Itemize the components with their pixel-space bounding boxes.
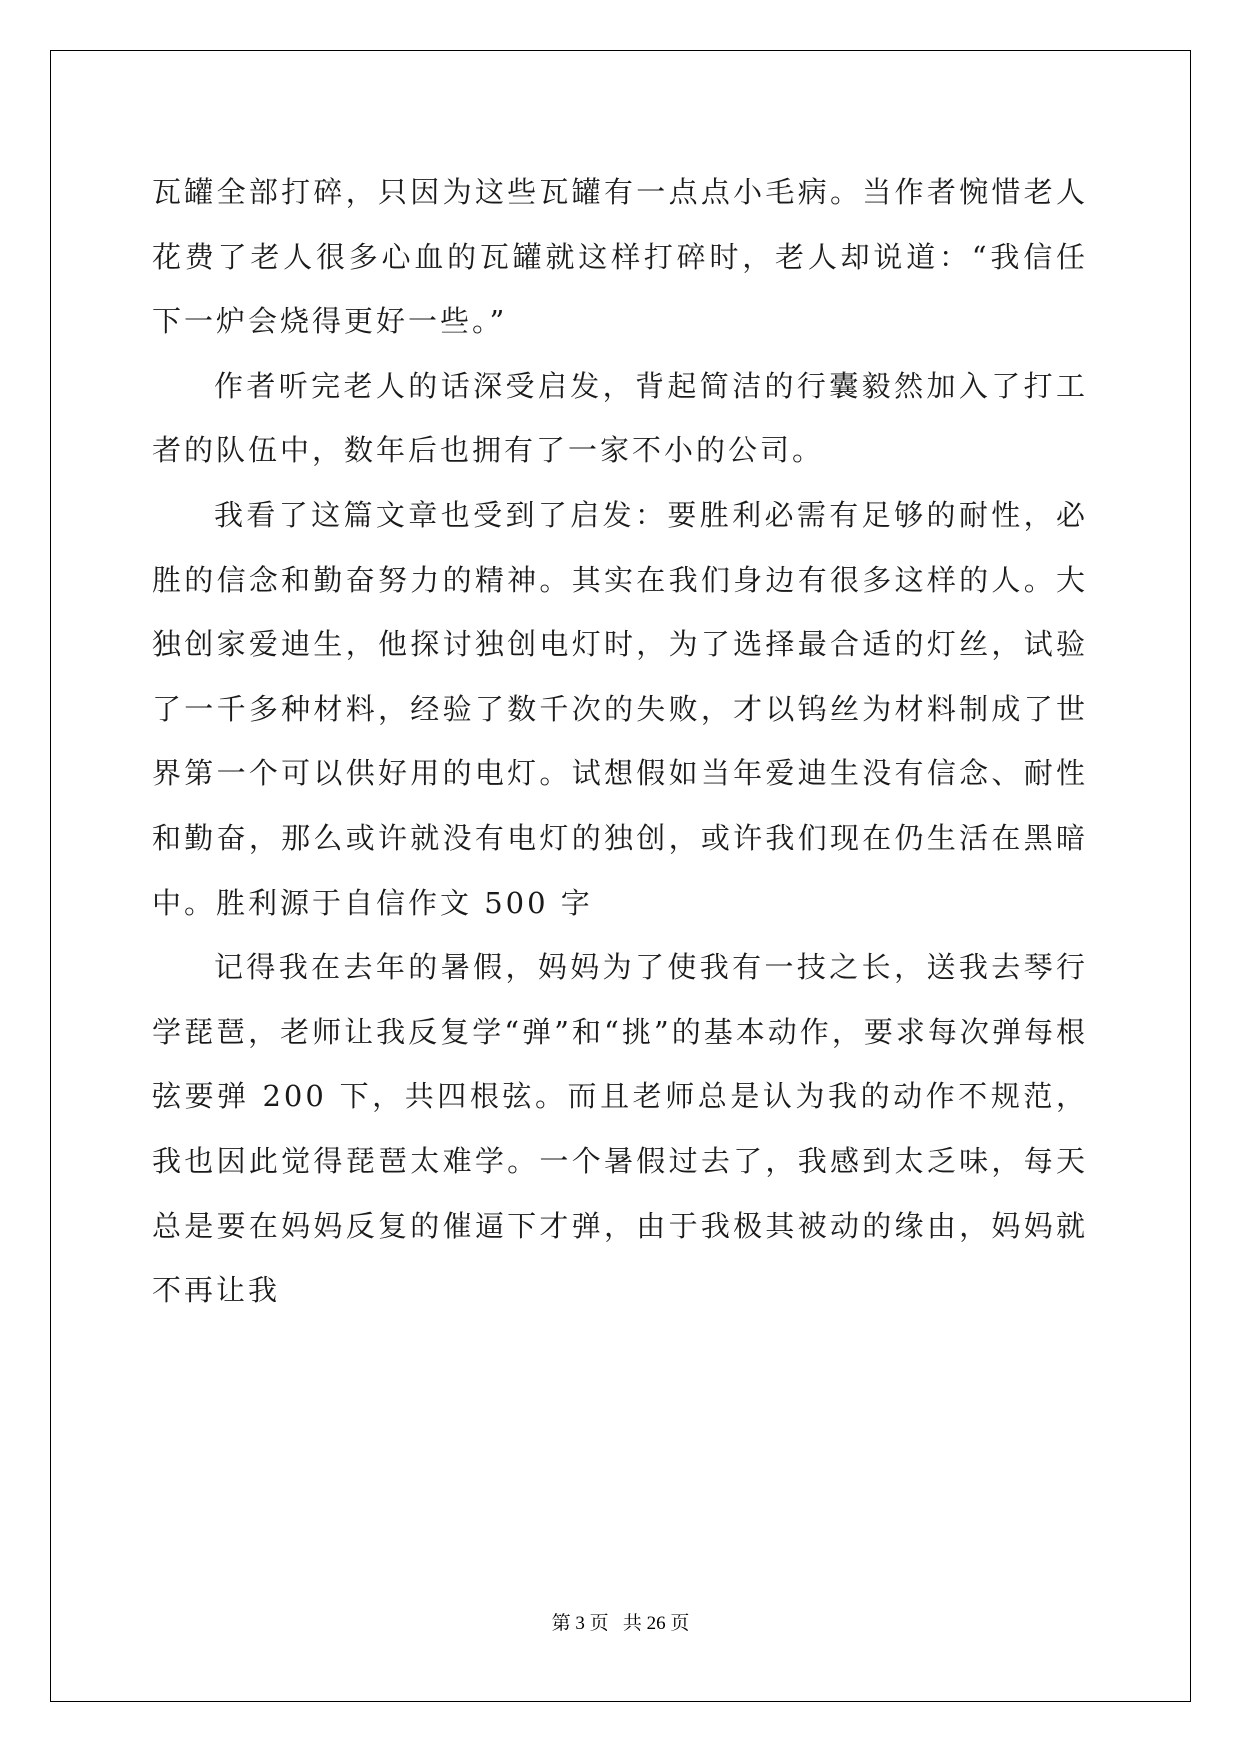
document-body	[152, 160, 1088, 1323]
page-footer	[0, 1608, 1241, 1635]
page-total: 共 26 页	[622, 1613, 690, 1634]
paragraph-1: 瓦罐全部打碎，只因为这些瓦罐有一点点小毛病。当作者惋惜老人花费了老人很多心血的瓦罐就这样打碎时，老人却说道：“我信任下一炉会烧得更好一些。”	[152, 175, 1088, 339]
page-number: 第 3 页	[551, 1613, 609, 1634]
paragraph-3: 我看了这篇文章也受到了启发：要胜利必需有足够的耐性，必胜的信念和勤奋努力的精神。其实在我们身边有很多这样的人。大独创家爱迪生，他探讨独创电灯时，为了选择最合适的灯丝，试验了一千多种材料，经验了数千次的失败，才以钨丝为材料制成了世界第一个可以供好用的电灯。试想假如当年爱迪生没有信念、耐性和勤奋，那么或许就没有电灯的独创，或许我们现在仍生活在黑暗中。胜利源于自信作文 500 字	[152, 497, 1088, 920]
paragraph-2: 作者听完老人的话深受启发，背起简洁的行囊毅然加入了打工者的队伍中，数年后也拥有了一家不小的公司。	[152, 368, 1088, 468]
paragraph-4: 记得我在去年的暑假，妈妈为了使我有一技之长，送我去琴行学琵琶，老师让我反复学“弹”和“挑”的基本动作，要求每次弹每根弦要弹 200 下，共四根弦。而且老师总是认为我的动作不规范，我也因此觉得琵琶太难学。一个暑假过去了，我感到太乏味，每天总是要在妈妈反复的催逼下才弹，由于我极其被动的缘由，妈妈就不再让我	[152, 950, 1088, 1308]
